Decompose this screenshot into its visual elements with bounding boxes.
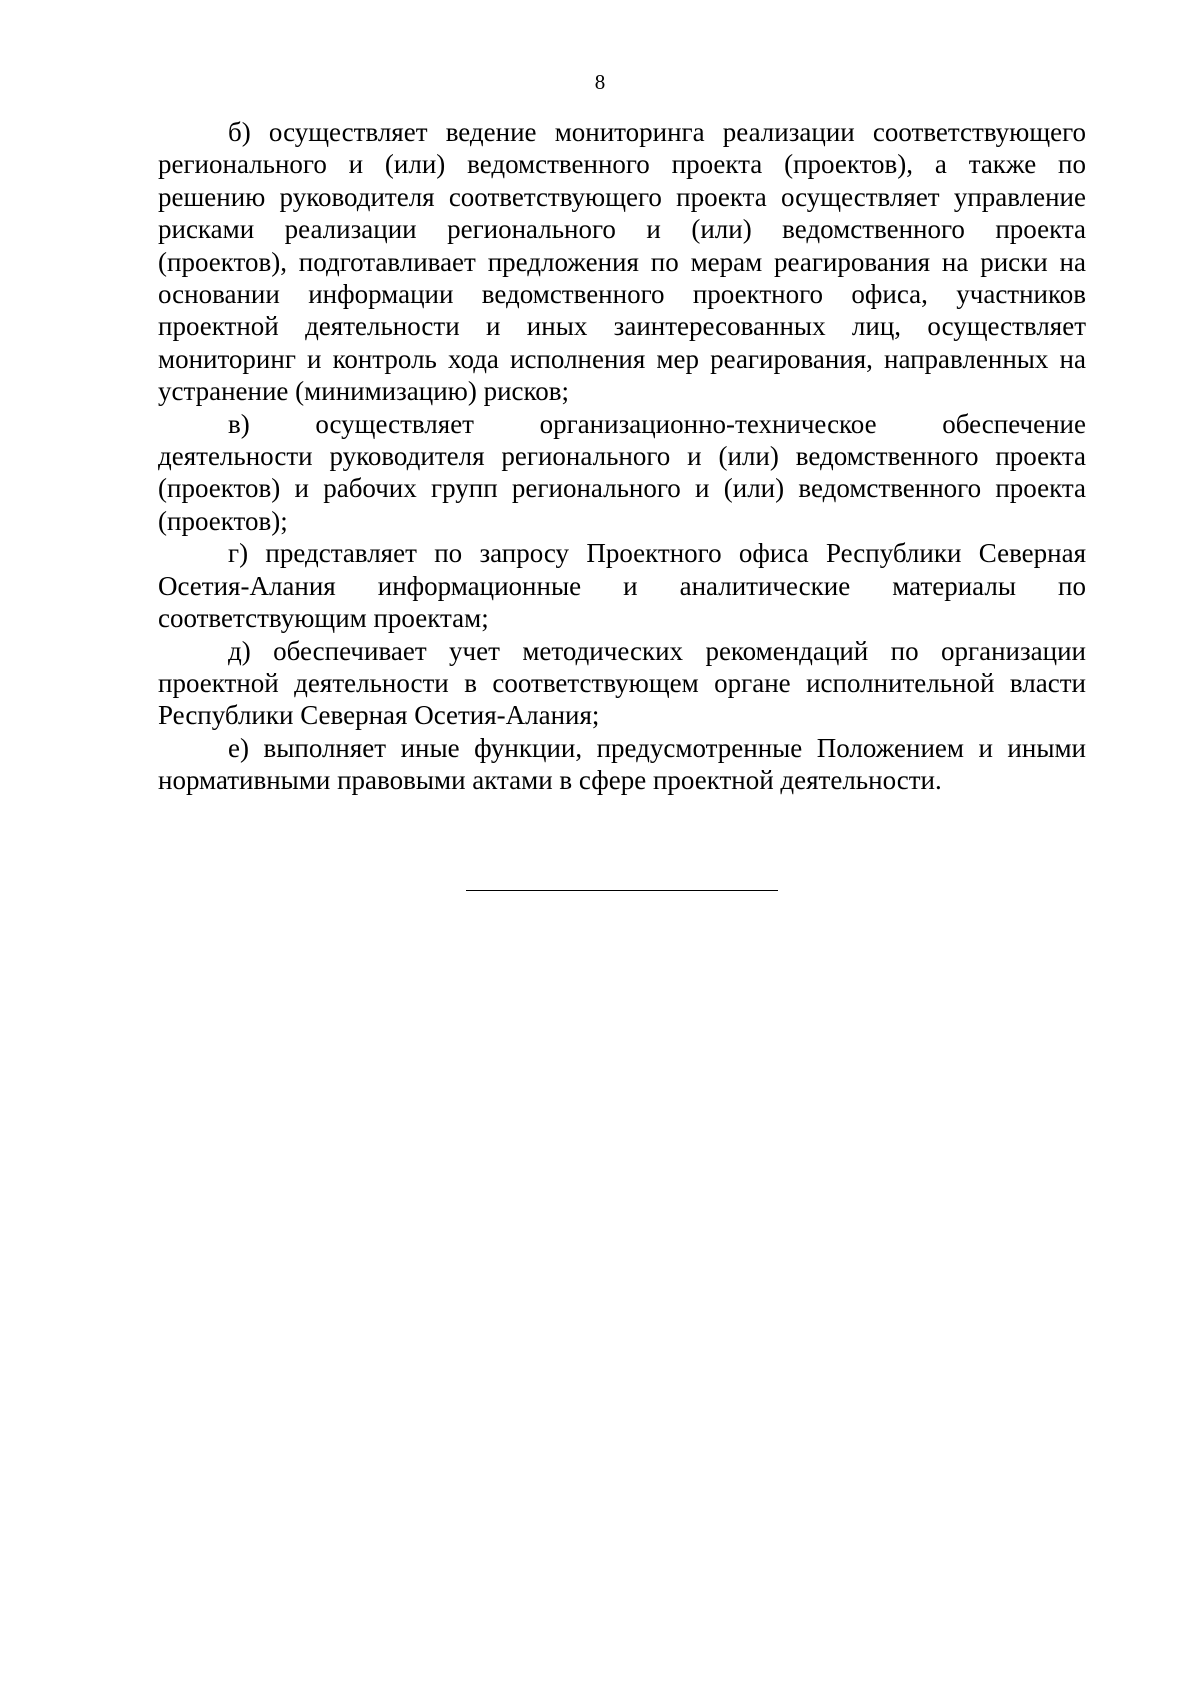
paragraph-line: (проектов), подготавливает предложения по мерам реагирования на риски на xyxy=(158,246,1086,277)
paragraph-line: рисками реализации регионального и (или) ведомственного проекта xyxy=(158,214,1086,245)
paragraph-line: д) обеспечивает учет методических рекомендаций по организации xyxy=(228,635,1086,666)
paragraph-line: Осетия-Алания информационные и аналитические материалы по xyxy=(158,570,1086,601)
paragraph-line: мониторинг и контроль хода исполнения мер реагирования, направленных на xyxy=(158,343,1086,374)
paragraph-e xyxy=(158,732,1086,797)
paragraph-line: деятельности руководителя регионального и (или) ведомственного проекта xyxy=(158,441,1086,472)
page-number: 8 xyxy=(594,70,606,94)
paragraph-line: в) осуществляет организационно-техническое обеспечение xyxy=(228,408,1086,439)
paragraph-line: устранение (минимизацию) рисков; xyxy=(158,376,570,407)
paragraph-line: б) осуществляет ведение мониторинга реализации соответствующего xyxy=(228,117,1086,147)
paragraph-line: е) выполняет иные функции, предусмотренные Положением и иными xyxy=(228,732,1086,763)
paragraph-line: г) представляет по запросу Проектного офиса Республики Северная xyxy=(228,538,1086,569)
document-body xyxy=(158,116,1086,797)
closing-separator-line xyxy=(466,890,778,891)
paragraph-line: нормативными правовыми актами в сфере проектной деятельности. xyxy=(158,765,942,796)
paragraph-line: соответствующим проектам; xyxy=(158,603,489,634)
paragraph-line: решению руководителя соответствующего проекта осуществляет управление xyxy=(158,181,1086,212)
paragraph-line: проектной деятельности и иных заинтересованных лиц, осуществляет xyxy=(158,311,1086,342)
paragraph-line: регионального и (или) ведомственного проекта (проектов), а также по xyxy=(158,149,1086,180)
paragraph-line: (проектов) и рабочих групп регионального и (или) ведомственного проекта xyxy=(158,473,1086,504)
paragraph-line: основании информации ведомственного проектного офиса, участников xyxy=(158,279,1086,310)
paragraph-b xyxy=(158,116,1086,408)
paragraph-line: (проектов); xyxy=(158,505,288,536)
paragraph-g xyxy=(158,537,1086,634)
paragraph-line: проектной деятельности в соответствующем органе исполнительной власти xyxy=(158,667,1086,698)
paragraph-line: Республики Северная Осетия-Алания; xyxy=(158,700,600,731)
paragraph-d xyxy=(158,635,1086,732)
paragraph-v xyxy=(158,408,1086,538)
